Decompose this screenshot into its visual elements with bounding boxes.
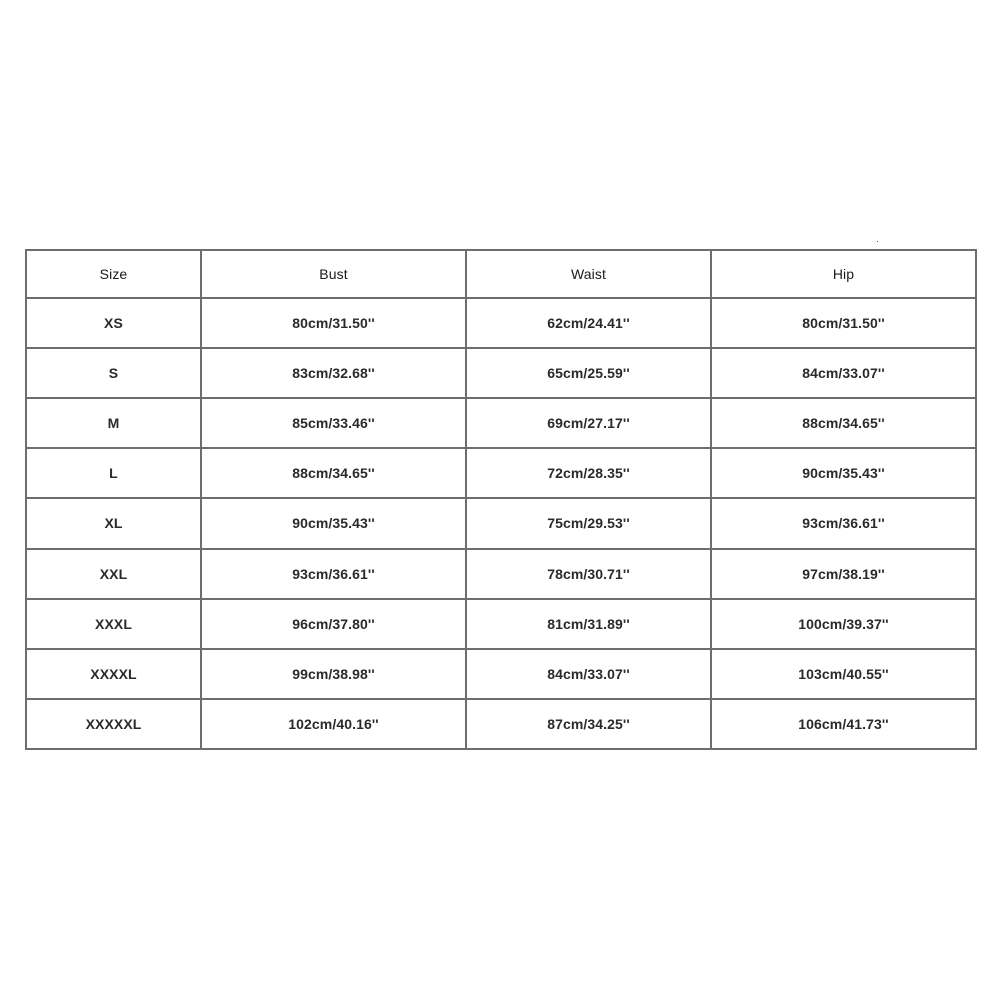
stray-dot (877, 241, 878, 242)
cell-bust: 99cm/38.98'' (201, 649, 466, 699)
cell-bust: 83cm/32.68'' (201, 348, 466, 398)
cell-hip: 80cm/31.50'' (711, 298, 976, 348)
cell-hip: 93cm/36.61'' (711, 498, 976, 548)
cell-hip: 88cm/34.65'' (711, 398, 976, 448)
cell-hip: 103cm/40.55'' (711, 649, 976, 699)
table-header (26, 250, 976, 298)
table-row (26, 549, 976, 599)
header-row (26, 250, 976, 298)
cell-hip: 97cm/38.19'' (711, 549, 976, 599)
cell-waist: 78cm/30.71'' (466, 549, 711, 599)
cell-bust: 102cm/40.16'' (201, 699, 466, 749)
header-hip: Hip (711, 250, 976, 298)
table-row (26, 649, 976, 699)
cell-size: L (26, 448, 201, 498)
header-waist: Waist (466, 250, 711, 298)
cell-waist: 87cm/34.25'' (466, 699, 711, 749)
table-row (26, 448, 976, 498)
cell-size: M (26, 398, 201, 448)
cell-bust: 93cm/36.61'' (201, 549, 466, 599)
header-size: Size (26, 250, 201, 298)
cell-size: S (26, 348, 201, 398)
cell-waist: 69cm/27.17'' (466, 398, 711, 448)
table-body (26, 298, 976, 749)
size-chart-table (25, 249, 977, 750)
table-row (26, 599, 976, 649)
cell-hip: 90cm/35.43'' (711, 448, 976, 498)
cell-waist: 62cm/24.41'' (466, 298, 711, 348)
table-row (26, 298, 976, 348)
cell-hip: 84cm/33.07'' (711, 348, 976, 398)
table-row (26, 498, 976, 548)
table-row (26, 348, 976, 398)
cell-size: XXXXXL (26, 699, 201, 749)
table-row (26, 699, 976, 749)
cell-waist: 84cm/33.07'' (466, 649, 711, 699)
cell-hip: 100cm/39.37'' (711, 599, 976, 649)
cell-bust: 80cm/31.50'' (201, 298, 466, 348)
cell-size: XXL (26, 549, 201, 599)
cell-waist: 75cm/29.53'' (466, 498, 711, 548)
cell-waist: 72cm/28.35'' (466, 448, 711, 498)
cell-waist: 65cm/25.59'' (466, 348, 711, 398)
cell-size: XL (26, 498, 201, 548)
cell-bust: 90cm/35.43'' (201, 498, 466, 548)
header-bust: Bust (201, 250, 466, 298)
cell-bust: 85cm/33.46'' (201, 398, 466, 448)
cell-waist: 81cm/31.89'' (466, 599, 711, 649)
cell-size: XXXL (26, 599, 201, 649)
cell-size: XS (26, 298, 201, 348)
cell-bust: 88cm/34.65'' (201, 448, 466, 498)
cell-size: XXXXL (26, 649, 201, 699)
cell-hip: 106cm/41.73'' (711, 699, 976, 749)
cell-bust: 96cm/37.80'' (201, 599, 466, 649)
table-row (26, 398, 976, 448)
